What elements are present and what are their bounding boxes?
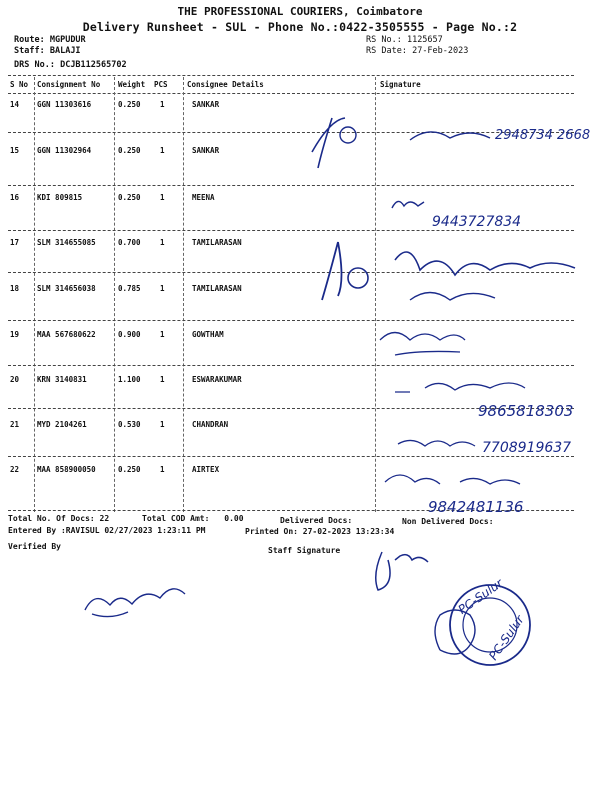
- printed-on: Printed On: 27-02-2023 13:23:34: [245, 527, 395, 536]
- rs-no-line: [366, 35, 443, 45]
- table-top-rule: [8, 75, 574, 76]
- col-weight: Weight: [118, 80, 146, 89]
- table-header-rule: [8, 93, 574, 94]
- staff-label: Staff:: [14, 46, 45, 56]
- row-consignment: MAA 567680622: [37, 330, 96, 339]
- row-consignment: GGN 11302964: [37, 146, 92, 155]
- row-sno: 21: [10, 420, 20, 429]
- staff-value: BALAJI: [49, 46, 81, 56]
- row-rule: [8, 456, 574, 457]
- row-consignment: GGN 11303616: [37, 100, 92, 109]
- row-consignee: CHANDRAN: [192, 420, 229, 429]
- rs-date-line: [366, 46, 468, 56]
- row-pcs: 1: [160, 146, 165, 155]
- row-rule: [8, 272, 574, 273]
- rs-no-label: RS No.:: [366, 35, 402, 45]
- row-consignment: MAA 858900050: [37, 465, 96, 474]
- row-sno: 14: [10, 100, 20, 109]
- total-docs: [8, 514, 109, 523]
- phone-text: 2948734 2668: [495, 128, 591, 143]
- row-consignee: SANKAR: [192, 146, 220, 155]
- stamp-text: PC-Sulur: [455, 576, 506, 617]
- row-rule: [8, 365, 574, 366]
- row-sno: 15: [10, 146, 20, 155]
- row-weight: 0.250: [118, 465, 141, 474]
- non-delivered-docs-label: Non Delivered Docs:: [402, 517, 494, 526]
- row-rule: [8, 408, 574, 409]
- col-signature: Signature: [380, 80, 421, 89]
- row-consignee: SANKAR: [192, 100, 220, 109]
- row-pcs: 1: [160, 193, 165, 202]
- verified-signature: [85, 589, 185, 617]
- staff-signature-scribble: [376, 552, 428, 590]
- route-label: Route:: [14, 35, 45, 45]
- total-cod: [142, 514, 244, 523]
- rs-date-label: RS Date:: [366, 46, 407, 56]
- col-consignee: Consignee Details: [187, 80, 264, 89]
- drs-value: DCJB112565702: [60, 60, 127, 70]
- phone-text: 9865818303: [478, 402, 574, 420]
- table-row: [0, 146, 600, 160]
- rs-no-value: 1125657: [406, 35, 443, 45]
- row-weight: 0.900: [118, 330, 141, 339]
- drs-label: DRS No.:: [14, 60, 55, 70]
- table-row: [0, 193, 600, 207]
- table-bottom-rule: [8, 510, 574, 511]
- total-cod-label: Total COD Amt:: [142, 514, 210, 523]
- table-row: [0, 375, 600, 389]
- staff-line: [14, 46, 81, 56]
- row-pcs: 1: [160, 420, 165, 429]
- drs-line: [14, 60, 127, 70]
- row-consignment: SLM 314656038: [37, 284, 96, 293]
- row-sno: 22: [10, 465, 20, 474]
- row-pcs: 1: [160, 238, 165, 247]
- row-pcs: 1: [160, 330, 165, 339]
- rs-date-value: 27-Feb-2023: [412, 46, 469, 56]
- col-consignment: Consignment No: [37, 80, 101, 89]
- row-consignment: SLM 314655085: [37, 238, 96, 247]
- table-row: [0, 330, 600, 344]
- route-line: [14, 35, 86, 45]
- company-title: THE PROFESSIONAL COURIERS, Coimbatore: [177, 5, 423, 18]
- phone-text: 9443727834: [432, 214, 522, 230]
- entered-by: Entered By :RAVISUL 02/27/2023 1:23:11 PM: [8, 526, 206, 535]
- row-consignment: MYD 2104261: [37, 420, 87, 429]
- stamp-text: PC-Sulur: [486, 612, 527, 663]
- row-sno: 18: [10, 284, 20, 293]
- row-weight: 0.785: [118, 284, 141, 293]
- row-weight: 0.250: [118, 146, 141, 155]
- row-weight: 0.250: [118, 193, 141, 202]
- table-row: [0, 420, 600, 434]
- verified-by-label: Verified By: [8, 542, 61, 551]
- total-docs-label: Total No. Of Docs:: [8, 514, 95, 523]
- row-rule: [8, 230, 574, 231]
- phone-text: 9842481136: [428, 498, 524, 516]
- delivered-docs-label: Delivered Docs:: [280, 516, 353, 525]
- row-rule: [8, 185, 574, 186]
- row-consignment: KDI 809815: [37, 193, 83, 202]
- row-consignee: AIRTEX: [192, 465, 220, 474]
- phone-text: 7708919637: [482, 440, 572, 456]
- table-row: [0, 465, 600, 479]
- total-cod-value: 0.00: [224, 514, 244, 523]
- row-consignee: GOWTHAM: [192, 330, 224, 339]
- row-sno: 19: [10, 330, 20, 339]
- signature-scribble: [312, 118, 490, 168]
- row-weight: 0.530: [118, 420, 141, 429]
- row-pcs: 1: [160, 284, 165, 293]
- col-sno: S No: [10, 80, 29, 89]
- row-consignee: TAMILARASAN: [192, 238, 242, 247]
- row-consignee: ESWARAKUMAR: [192, 375, 242, 384]
- row-consignment: KRN 3140831: [37, 375, 87, 384]
- row-weight: 0.700: [118, 238, 141, 247]
- route-value: MGPUDUR: [49, 35, 86, 45]
- row-sno: 16: [10, 193, 20, 202]
- total-docs-value: 22: [99, 514, 110, 523]
- row-rule: [8, 320, 574, 321]
- col-pcs: PCS: [154, 80, 168, 89]
- row-sno: 20: [10, 375, 20, 384]
- row-sno: 17: [10, 238, 20, 247]
- runsheet-title: Delivery Runsheet - SUL - Phone No.:0422-3505555 - Page No.:2: [82, 20, 518, 34]
- signature-scribble: [398, 440, 475, 446]
- pc-sulur-stamp: [435, 575, 530, 665]
- row-pcs: 1: [160, 375, 165, 384]
- row-consignee: TAMILARASAN: [192, 284, 242, 293]
- row-weight: 1.100: [118, 375, 141, 384]
- row-consignee: MEENA: [192, 193, 215, 202]
- table-row: [0, 100, 600, 114]
- row-weight: 0.250: [118, 100, 141, 109]
- staff-signature-label: Staff Signature: [268, 546, 341, 555]
- row-pcs: 1: [160, 465, 165, 474]
- table-row: [0, 284, 600, 298]
- row-rule: [8, 132, 574, 133]
- row-pcs: 1: [160, 100, 165, 109]
- table-row: [0, 238, 600, 252]
